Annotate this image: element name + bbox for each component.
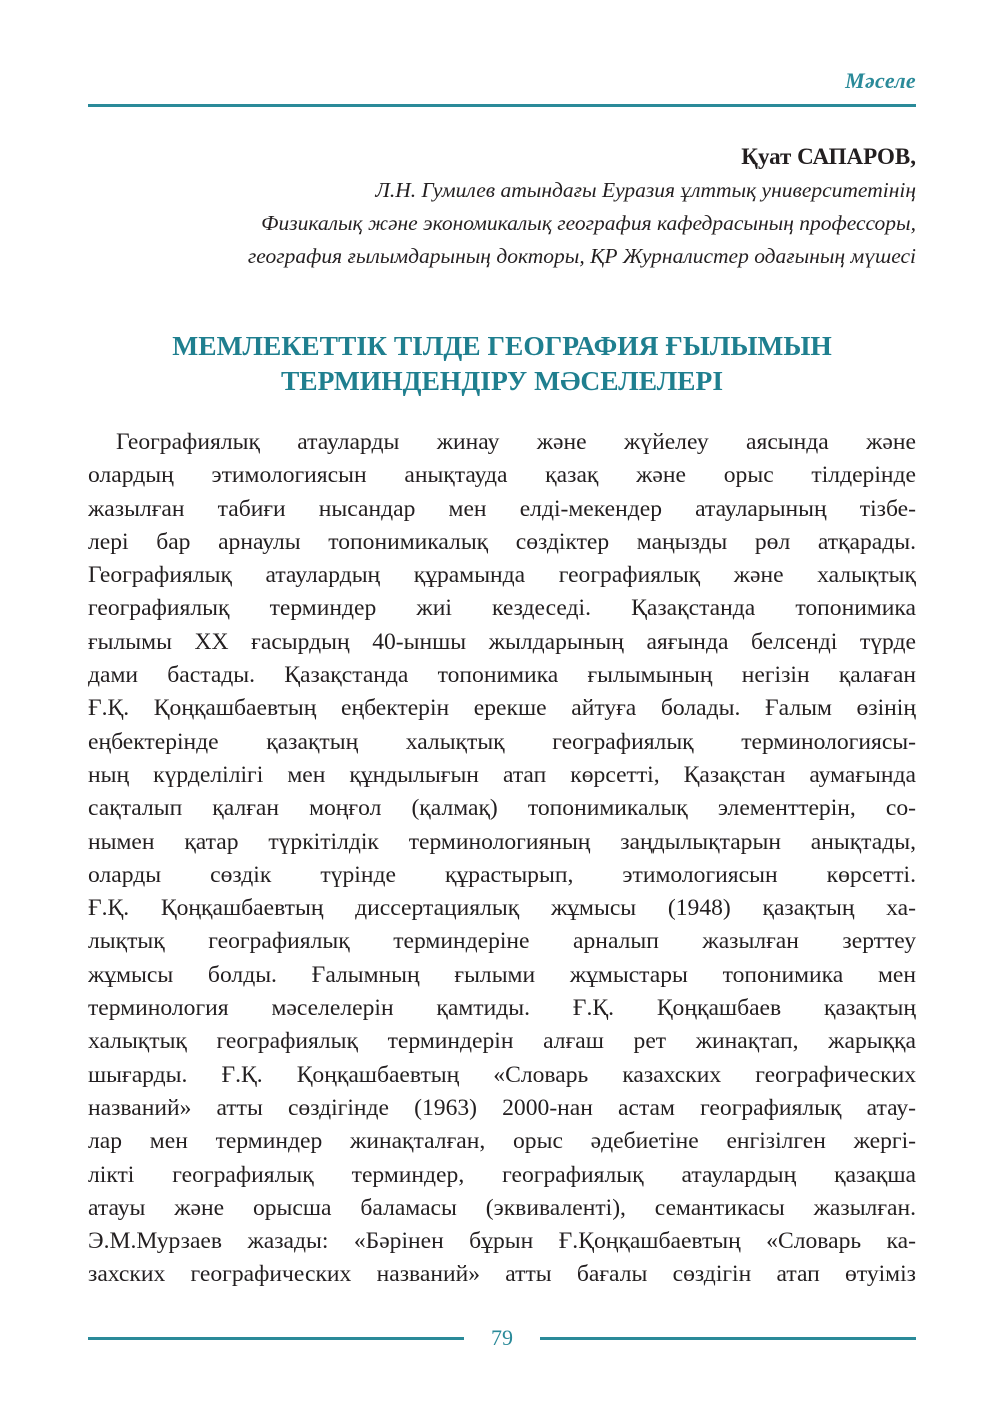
body-line: сақталып қалған моңғол (қалмақ) топонимикалық элементтерін, со- xyxy=(88,795,916,822)
section-label: Мәселе xyxy=(845,68,916,93)
body-line: лікті географиялық терминдер, географиялық атаулардың қазақша xyxy=(88,1161,916,1188)
body-line: жұмысы болды. Ғалымның ғылыми жұмыстары топонимика мен xyxy=(88,961,916,988)
body-line: атауы және орысша баламасы (эквиваленті), семантикасы жазылған. xyxy=(88,1194,916,1221)
body-line: дами бастады. Қазақстанда топонимика ғылымының негізін қалаған xyxy=(88,662,916,689)
body-line: еңбектерінде қазақтың халықтық географиялық терминологиясы- xyxy=(88,728,916,755)
body-line: жазылған табиғи нысандар мен елді-мекендер атауларының тізбе- xyxy=(88,495,916,522)
body-line: Ғ.Қ. Қоңқашбаевтың еңбектерін ерекше айтуға болады. Ғалым өзінің xyxy=(88,695,916,722)
body-line: лықтық географиялық терминдеріне арналып жазылған зерттеу xyxy=(88,928,916,955)
author-affiliation-line: Л.Н. Гумилев атындағы Еуразия ұлттық университетінің xyxy=(375,178,916,202)
author-block xyxy=(88,140,916,273)
header-rule xyxy=(88,104,916,107)
body-line: олардың этимологиясын анықтауда қазақ және орыс тілдерінде xyxy=(88,462,916,489)
body-line: географиялық терминдер жиі кездеседі. Қазақстанда топонимика xyxy=(88,595,916,622)
author-affiliation-line: Физикалық және экономикалық география кафедрасының профессоры, xyxy=(261,211,916,235)
body-line: ның күрделілігі мен құндылығын атап көрсетті, Қазақстан аумағында xyxy=(88,761,916,788)
article-title-line: МЕМЛЕКЕТТІК ТІЛДЕ ГЕОГРАФИЯ ҒЫЛЫМЫН xyxy=(172,330,832,361)
body-line: ғылымы ХХ ғасырдың 40-ыншы жылдарының аяғында белсенді түрде xyxy=(88,628,916,655)
page-number: 79 xyxy=(491,1325,513,1350)
body-line: терминология мәселелерін қамтиды. Ғ.Қ. Қоңқашбаев қазақтың xyxy=(88,995,916,1022)
body-line: Э.М.Мурзаев жазады: «Бәрінен бұрын Ғ.Қоңқашбаевтың «Словарь ка- xyxy=(88,1228,916,1255)
body-line: оларды сөздік түрінде құрастырып, этимологиясын көрсетті. xyxy=(88,861,916,888)
body-line: Ғ.Қ. Қоңқашбаевтың диссертациялық жұмысы (1948) қазақтың ха- xyxy=(88,895,916,922)
body-line: Географиялық атаулардың құрамында географиялық және халықтық xyxy=(88,562,916,589)
article-body xyxy=(88,426,916,1292)
author-name: Қуат САПАРОВ, xyxy=(741,144,916,169)
article-title xyxy=(88,328,916,398)
body-line: нымен қатар түркітілдік терминологияның заңдылықтарын анықтады, xyxy=(88,828,916,855)
body-line: халықтық географиялық терминдерін алғаш рет жинақтап, жарыққа xyxy=(88,1028,916,1055)
footer-rule-left xyxy=(88,1337,464,1340)
body-line: Географиялық атауларды жинау және жүйелеу аясында және xyxy=(116,429,916,455)
body-line: захских географических названий» атты бағалы сөздігін атап өтуіміз xyxy=(88,1261,916,1288)
body-line: названий» атты сөздігінде (1963) 2000-нан астам географиялық атау- xyxy=(88,1094,916,1121)
body-line: лері бар арнаулы топонимикалық сөздіктер маңызды рөл атқарады. xyxy=(88,528,916,555)
body-line: лар мен терминдер жинақталған, орыс әдебиетіне енгізілген жергі- xyxy=(88,1128,916,1155)
article-title-line: ТЕРМИНДЕНДІРУ МӘСЕЛЕЛЕРІ xyxy=(280,365,724,396)
footer-rule-right xyxy=(540,1337,916,1340)
author-affiliation-line: география ғылымдарының докторы, ҚР Журналистер одағының мүшесі xyxy=(247,244,916,268)
body-line: шығарды. Ғ.Қ. Қоңқашбаевтың «Словарь казахских географических xyxy=(88,1061,916,1088)
